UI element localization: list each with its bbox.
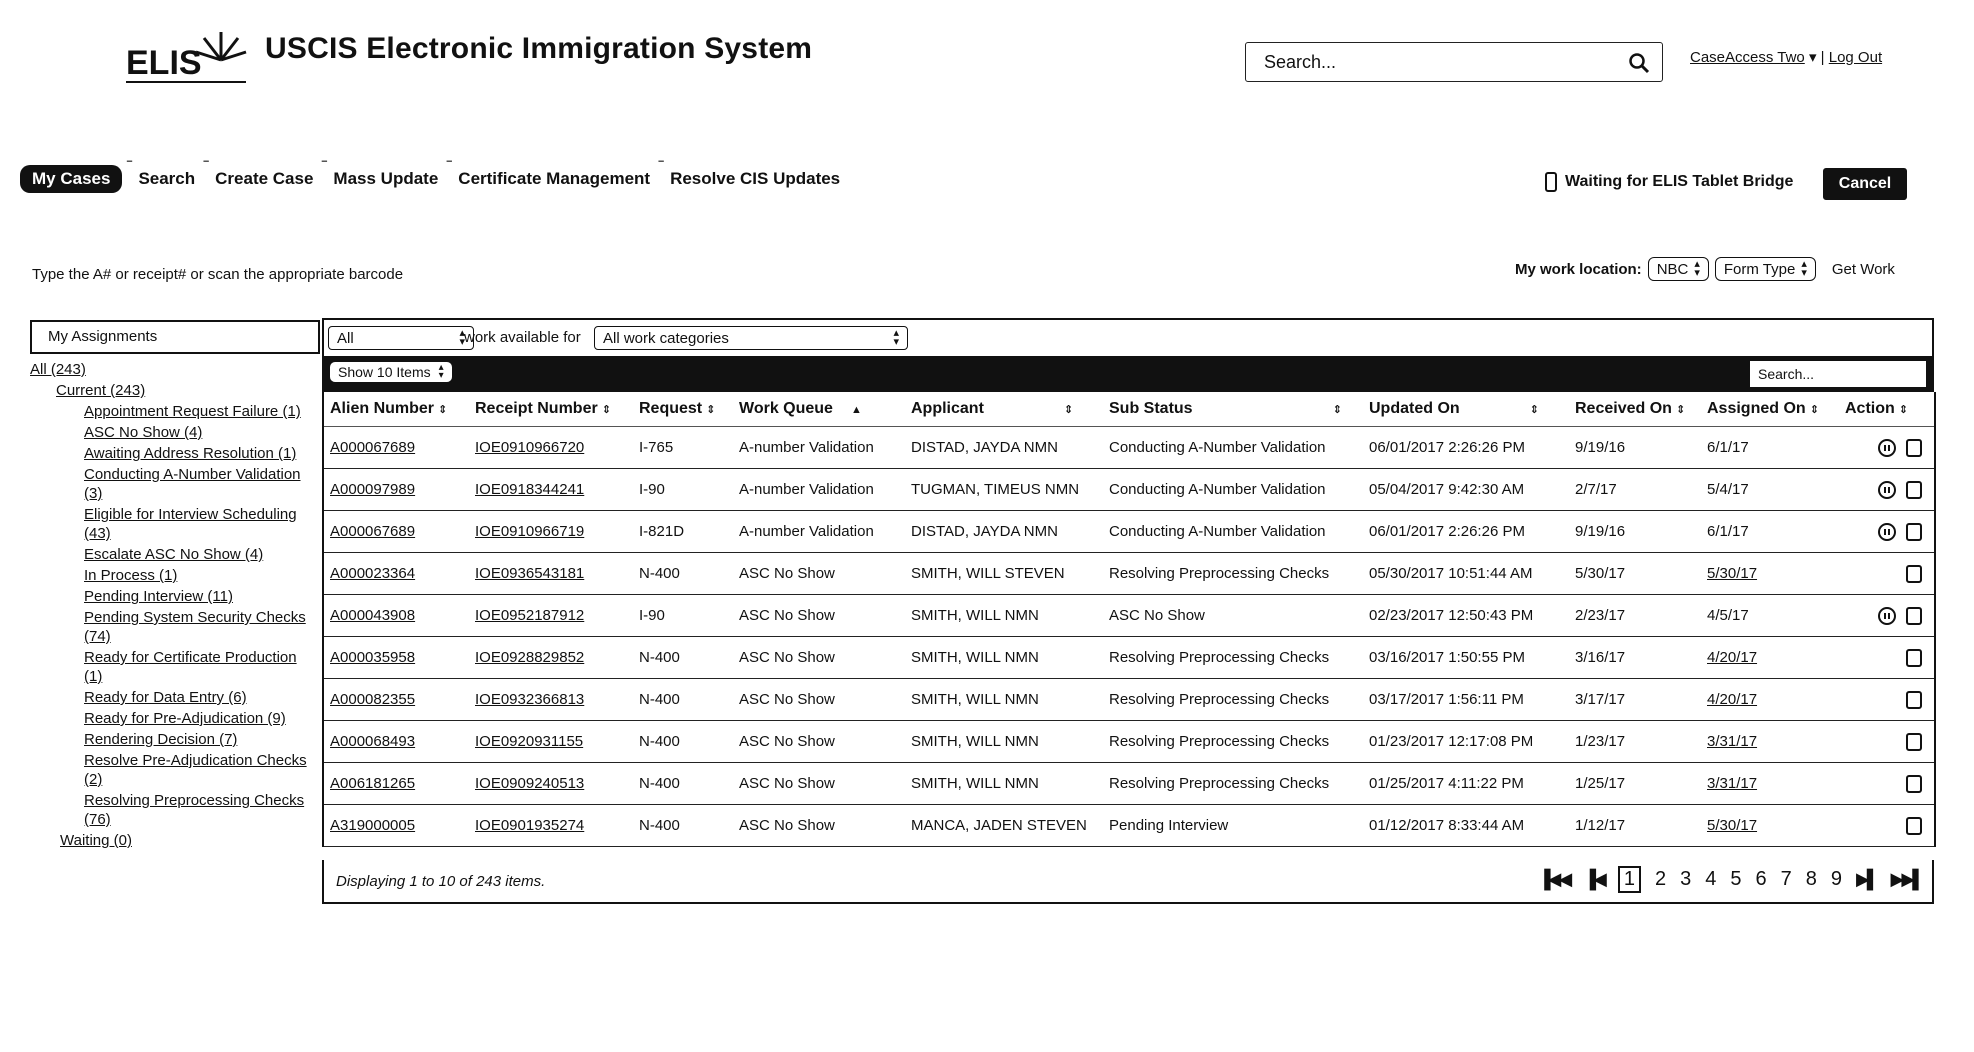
alien-number-link[interactable]: A000023364 [323,553,469,595]
tab-resolve-cis-updates[interactable]: ˉ Resolve CIS Updates [660,169,850,189]
col-updated-on[interactable]: Updated On ⇕ [1363,392,1569,427]
received-on-cell: 9/19/16 [1569,511,1701,553]
select-arrows-icon: ▴ ▾ [1694,258,1700,279]
tab-search[interactable]: ˉ Search [128,169,205,189]
applicant-cell: SMITH, WILL NMN [905,595,1103,637]
action-cell [1839,595,1935,637]
work-available-text: work available for [464,329,581,346]
table-row[interactable] [323,427,1935,469]
table-row[interactable] [323,805,1935,847]
applicant-cell: MANCA, JADEN STEVEN [905,805,1103,847]
notes-icon[interactable] [1906,565,1922,583]
tab-create-case[interactable]: ˉ Create Case [205,169,323,189]
tree-item[interactable]: Pending System Security Checks (74) [84,609,306,645]
applicant-cell: DISTAD, JAYDA NMN [905,427,1103,469]
request-cell: N-400 [633,553,733,595]
prev-page-icon[interactable]: ▐◀ [1583,869,1604,889]
page-link[interactable]: 7 [1780,868,1792,890]
form-type-select[interactable] [1715,257,1816,281]
receipt-number-link[interactable]: IOE0932366813 [469,679,633,721]
action-cell [1839,763,1935,805]
alien-number-link[interactable]: A000067689 [323,427,469,469]
table-toolbar [322,356,1934,392]
page-link[interactable]: 4 [1705,868,1717,890]
updated-on-cell: 01/12/2017 8:33:44 AM [1363,805,1569,847]
applicant-cell: SMITH, WILL NMN [905,679,1103,721]
sub-status-cell: Conducting A-Number Validation [1103,427,1363,469]
assigned-on-cell: 5/4/17 [1701,469,1839,511]
barcode-hint: Type the A# or receipt# or scan the appropriate barcode [32,266,404,283]
notes-icon[interactable] [1906,439,1922,457]
tablet-icon [1545,172,1557,192]
assigned-on-cell[interactable]: 3/31/17 [1701,721,1839,763]
page-link[interactable]: 1 [1618,866,1641,893]
col-work-queue[interactable]: Work Queue ▲ [733,392,905,427]
tree-item-current[interactable]: Current (243) [56,382,146,399]
sort-icon: ⇕ [438,404,448,416]
received-on-cell: 5/30/17 [1569,553,1701,595]
col-received-on[interactable]: Received On ⇕ [1569,392,1701,427]
tablet-status-text: Waiting for ELIS Tablet Bridge [1565,173,1794,190]
logout-link[interactable]: Log Out [1828,49,1883,66]
page-link[interactable]: 9 [1830,868,1842,890]
table-row[interactable] [323,553,1935,595]
displaying-count: Displaying 1 to 10 of 243 items. [336,873,546,890]
work-queue-cell: A-number Validation [733,469,905,511]
applicant-cell: DISTAD, JAYDA NMN [905,511,1103,553]
table-footer [322,860,1934,904]
location-select[interactable] [1648,257,1709,281]
page-link[interactable]: 8 [1805,868,1817,890]
tab-mass-update[interactable]: ˉ Mass Update [323,169,448,189]
sub-status-cell: Pending Interview [1103,805,1363,847]
receipt-number-link[interactable]: IOE0910966719 [469,511,633,553]
page-size-select[interactable] [330,362,452,382]
applicant-cell: SMITH, WILL STEVEN [905,553,1103,595]
tree-item[interactable]: Resolving Preprocessing Checks (76) [84,792,305,828]
work-queue-cell: A-number Validation [733,427,905,469]
get-work-link[interactable]: Get Work [1831,260,1895,278]
tree-item[interactable]: Appointment Request Failure (1) [84,403,301,420]
logo-text: ELIS [126,44,202,82]
sub-status-cell: Resolving Preprocessing Checks [1103,679,1363,721]
received-on-cell: 2/7/17 [1569,469,1701,511]
select-arrows-icon: ▴ ▾ [1801,258,1807,279]
tab-certificate-management[interactable]: ˉ Certificate Management [448,169,660,189]
notes-icon[interactable] [1906,607,1922,625]
user-links [1690,48,1882,66]
global-search-input[interactable] [1262,51,1606,74]
col-action[interactable]: Action ⇕ [1839,392,1935,427]
app-title: USCIS Electronic Immigration System [265,32,813,65]
sub-status-cell: Resolving Preprocessing Checks [1103,637,1363,679]
received-on-cell: 3/17/17 [1569,679,1701,721]
request-cell: I-765 [633,427,733,469]
request-cell: I-90 [633,595,733,637]
table-row[interactable] [323,469,1935,511]
table-row[interactable] [323,511,1935,553]
table-header-row [323,392,1935,427]
receipt-number-link[interactable]: IOE0920931155 [469,721,633,763]
sub-status-cell: Conducting A-Number Validation [1103,511,1363,553]
col-alien-number[interactable]: Alien Number ⇕ [323,392,469,427]
request-cell: I-821D [633,511,733,553]
filter-row [322,318,1934,356]
sort-icon: ⇕ [1063,404,1074,416]
table-row[interactable] [323,721,1935,763]
notes-icon[interactable] [1906,775,1922,793]
page-link[interactable]: 6 [1755,868,1767,890]
sort-asc-icon: ▲ [850,404,862,416]
sort-icon: ⇕ [706,404,716,416]
work-location [1515,257,1895,281]
updated-on-cell: 05/30/2017 10:51:44 AM [1363,553,1569,595]
tree-item[interactable]: Ready for Pre-Adjudication (9) [84,710,286,727]
assigned-on-cell: 4/5/17 [1701,595,1839,637]
tree-item[interactable]: Rendering Decision (7) [84,731,238,748]
notes-icon[interactable] [1906,733,1922,751]
sub-status-cell: Resolving Preprocessing Checks [1103,721,1363,763]
work-queue-cell: ASC No Show [733,679,905,721]
assigned-on-cell: 6/1/17 [1701,511,1839,553]
received-on-cell: 1/25/17 [1569,763,1701,805]
action-cell [1839,427,1935,469]
tree-item[interactable]: Awaiting Address Resolution (1) [84,445,297,462]
action-cell [1839,679,1935,721]
last-page-icon[interactable]: ▶▶▌ [1890,869,1922,889]
sub-status-cell: Conducting A-Number Validation [1103,469,1363,511]
receipt-number-link[interactable]: IOE0936543181 [469,553,633,595]
pause-icon[interactable] [1878,439,1896,457]
received-on-cell: 9/19/16 [1569,427,1701,469]
my-assignments-header: My Assignments [30,320,320,354]
work-queue-cell: ASC No Show [733,763,905,805]
page-link[interactable]: 5 [1730,868,1742,890]
request-cell: N-400 [633,721,733,763]
work-queue-cell: ASC No Show [733,721,905,763]
receipt-number-link[interactable]: IOE0952187912 [469,595,633,637]
action-cell [1839,805,1935,847]
assigned-on-cell[interactable]: 4/20/17 [1701,637,1839,679]
elis-logo [126,30,261,88]
next-page-icon[interactable]: ▶▌ [1855,869,1877,889]
notes-icon[interactable] [1906,481,1922,499]
col-request[interactable]: Request ⇕ [633,392,733,427]
category-select[interactable] [594,326,908,350]
work-queue-cell: ASC No Show [733,805,905,847]
pagination [1538,866,1922,893]
notes-icon[interactable] [1906,817,1922,835]
updated-on-cell: 03/16/2017 1:50:55 PM [1363,637,1569,679]
search-icon[interactable] [1628,52,1650,74]
tree-item[interactable]: Ready for Data Entry (6) [84,689,247,706]
alien-number-link[interactable]: A000067689 [323,511,469,553]
assignment-tree [30,360,320,852]
updated-on-cell: 01/25/2017 4:11:22 PM [1363,763,1569,805]
alien-number-link[interactable]: A000043908 [323,595,469,637]
table-row[interactable] [323,637,1935,679]
notes-icon[interactable] [1906,649,1922,667]
sort-icon: ⇕ [1675,404,1686,416]
work-queue-cell: A-number Validation [733,511,905,553]
location-value: NBC [1656,260,1689,278]
tree-item[interactable]: Eligible for Interview Scheduling (43) [84,506,297,542]
tree-item-all[interactable]: All (243) [30,361,86,378]
request-cell: I-90 [633,469,733,511]
assigned-on-cell[interactable]: 3/31/17 [1701,763,1839,805]
updated-on-cell: 06/01/2017 2:26:26 PM [1363,427,1569,469]
notes-icon[interactable] [1906,523,1922,541]
action-cell [1839,637,1935,679]
receipt-number-link[interactable]: IOE0928829852 [469,637,633,679]
table-row[interactable] [323,679,1935,721]
sort-icon: ⇕ [1809,404,1819,416]
pause-icon[interactable] [1878,523,1896,541]
tab-my-cases[interactable]: My Cases [20,165,122,193]
receipt-number-link[interactable]: IOE0909240513 [469,763,633,805]
sub-status-cell: Resolving Preprocessing Checks [1103,763,1363,805]
tree-item[interactable]: Pending Interview (11) [84,588,233,605]
assigned-on-cell: 6/1/17 [1701,427,1839,469]
cases-table [322,392,1936,847]
select-arrows-icon: ▴ ▾ [438,362,444,381]
tree-item[interactable]: Resolve Pre-Adjudication Checks (2) [84,752,307,788]
scope-value: All [337,329,354,347]
request-cell: N-400 [633,637,733,679]
work-queue-cell: ASC No Show [733,595,905,637]
caret-down-icon[interactable]: ▾ [1808,49,1817,66]
alien-number-link[interactable]: A000097989 [323,469,469,511]
sort-icon: ⇕ [1332,404,1342,416]
first-page-icon[interactable]: ▐◀◀ [1537,869,1570,889]
table-search-input[interactable] [1750,361,1926,387]
receipt-number-link[interactable]: IOE0910966720 [469,427,633,469]
applicant-cell: SMITH, WILL NMN [905,763,1103,805]
request-cell: N-400 [633,763,733,805]
scope-select[interactable] [328,326,474,350]
assigned-on-cell[interactable]: 5/30/17 [1701,553,1839,595]
tree-item[interactable]: Ready for Certificate Production (1) [84,649,297,685]
notes-icon[interactable] [1906,691,1922,709]
cancel-button[interactable]: Cancel [1823,168,1907,200]
tree-item[interactable]: Escalate ASC No Show (4) [84,546,264,563]
updated-on-cell: 06/01/2017 2:26:26 PM [1363,511,1569,553]
alien-number-link[interactable]: A000082355 [323,679,469,721]
alien-number-link[interactable]: A000035958 [323,637,469,679]
sort-icon: ⇕ [1529,404,1539,416]
received-on-cell: 1/23/17 [1569,721,1701,763]
work-queue-cell: ASC No Show [733,637,905,679]
user-menu-link[interactable]: CaseAccess Two [1690,49,1805,66]
tree-item[interactable]: Conducting A-Number Validation (3) [84,466,301,502]
receipt-number-link[interactable]: IOE0918344241 [469,469,633,511]
updated-on-cell: 03/17/2017 1:56:11 PM [1363,679,1569,721]
form-type-value: Form Type [1723,260,1796,278]
select-arrows-icon: ▴ ▾ [893,327,899,348]
pause-icon[interactable] [1878,607,1896,625]
main-nav [20,162,850,196]
action-cell [1839,553,1935,595]
page-link[interactable]: 3 [1680,868,1692,890]
sort-icon: ⇕ [1898,404,1908,416]
page-size-value: Show 10 Items [338,364,431,380]
pause-icon[interactable] [1878,481,1896,499]
alien-number-link[interactable]: A006181265 [323,763,469,805]
separator: | [1820,49,1825,66]
updated-on-cell: 02/23/2017 12:50:43 PM [1363,595,1569,637]
sort-icon: ⇕ [601,404,611,416]
receipt-number-link[interactable]: IOE0901935274 [469,805,633,847]
global-search[interactable] [1245,42,1663,82]
category-value: All work categories [603,329,729,347]
assigned-on-cell[interactable]: 4/20/17 [1701,679,1839,721]
request-cell: N-400 [633,805,733,847]
tree-item[interactable]: ASC No Show (4) [84,424,203,441]
sub-status-cell: ASC No Show [1103,595,1363,637]
received-on-cell: 1/12/17 [1569,805,1701,847]
table-row[interactable] [323,595,1935,637]
received-on-cell: 2/23/17 [1569,595,1701,637]
tree-item-waiting[interactable]: Waiting (0) [60,832,132,849]
col-assigned-on[interactable]: Assigned On ⇕ [1701,392,1839,427]
applicant-cell: SMITH, WILL NMN [905,637,1103,679]
work-queue-cell: ASC No Show [733,553,905,595]
assigned-on-cell[interactable]: 5/30/17 [1701,805,1839,847]
tree-item[interactable]: In Process (1) [84,567,178,584]
alien-number-link[interactable]: A319000005 [323,805,469,847]
work-location-label: My work location: [1515,260,1642,278]
received-on-cell: 3/16/17 [1569,637,1701,679]
select-arrows-icon: ▴ ▾ [459,327,465,348]
applicant-cell: TUGMAN, TIMEUS NMN [905,469,1103,511]
request-cell: N-400 [633,679,733,721]
col-sub-status[interactable]: Sub Status ⇕ [1103,392,1363,427]
page-link[interactable]: 2 [1654,868,1667,890]
table-row[interactable] [323,763,1935,805]
col-applicant[interactable]: Applicant ⇕ [905,392,1103,427]
action-cell [1839,469,1935,511]
action-cell [1839,511,1935,553]
col-receipt-number[interactable]: Receipt Number ⇕ [469,392,633,427]
tablet-status [1545,172,1793,192]
updated-on-cell: 05/04/2017 9:42:30 AM [1363,469,1569,511]
updated-on-cell: 01/23/2017 12:17:08 PM [1363,721,1569,763]
alien-number-link[interactable]: A000068493 [323,721,469,763]
applicant-cell: SMITH, WILL NMN [905,721,1103,763]
sub-status-cell: Resolving Preprocessing Checks [1103,553,1363,595]
action-cell [1839,721,1935,763]
